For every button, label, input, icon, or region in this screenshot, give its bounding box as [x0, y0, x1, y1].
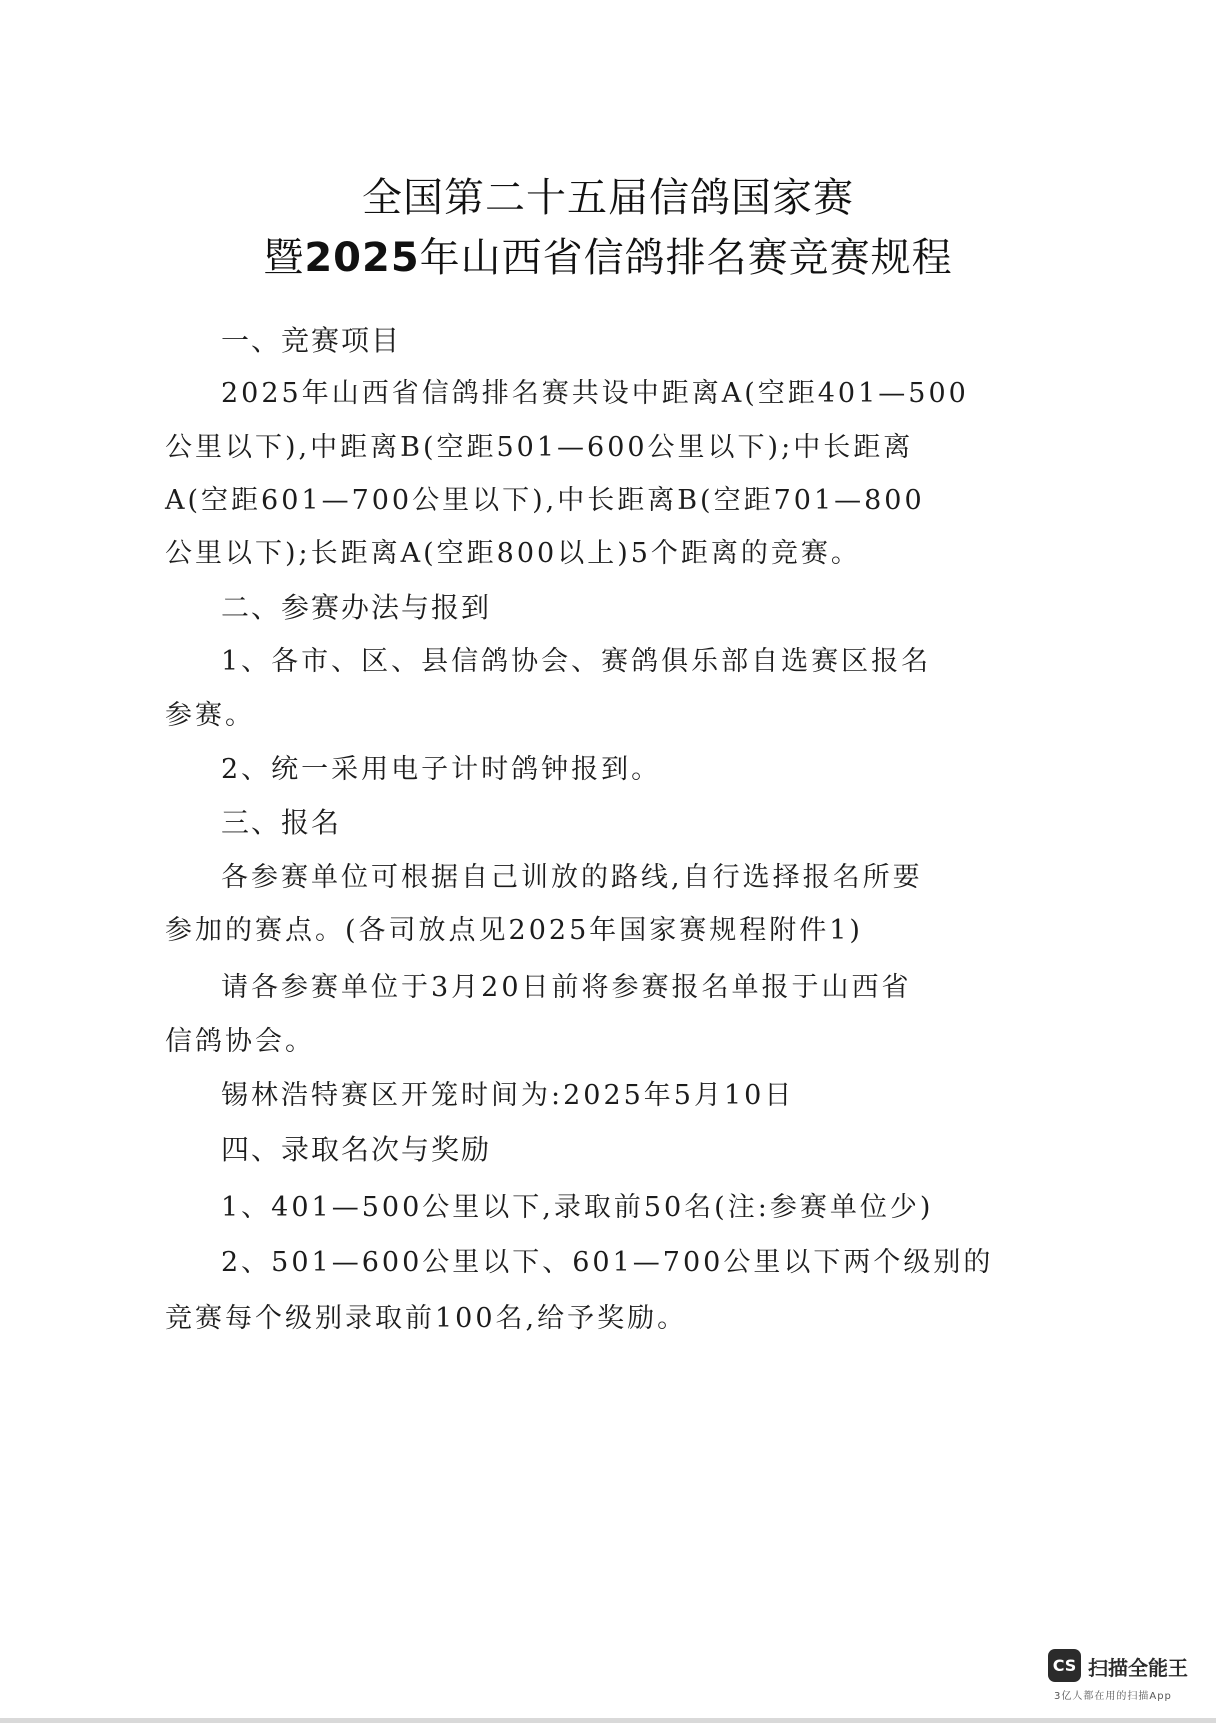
camscanner-logo-icon: CS [1048, 1649, 1081, 1682]
section-1-heading: 一、竞赛项目 [221, 324, 402, 357]
watermark-tagline: 3亿人都在用的扫描App [1054, 1691, 1172, 1702]
watermark-app-name: 扫描全能王 [1088, 1656, 1188, 1680]
scanner-watermark [1048, 1649, 1200, 1702]
document-title-line-1: 全国第二十五届信鸽国家赛 [362, 175, 854, 221]
section-3-para-2-line-1: 请各参赛单位于3月20日前将参赛报名单报于山西省 [221, 972, 912, 1003]
section-3-para-2-line-2: 信鸽协会。 [165, 1026, 315, 1057]
section-3-para-1-line-1: 各参赛单位可根据自己训放的路线,自行选择报名所要 [221, 862, 923, 893]
section-1-line-2: 公里以下),中距离B(空距501—600公里以下);中长距离 [165, 432, 914, 463]
section-3-heading: 三、报名 [221, 806, 342, 839]
title-suffix: 年山西省信鸽排名赛竞赛规程 [419, 235, 953, 281]
page-bottom-edge [0, 1718, 1216, 1723]
title-prefix: 暨 [263, 235, 305, 281]
section-2-item-1-line-2: 参赛。 [165, 700, 255, 731]
section-3-para-1-line-2: 参加的赛点。(各司放点见2025年国家赛规程附件1) [165, 915, 863, 946]
document-title-line-2 [0, 235, 1216, 281]
section-2-heading: 二、参赛办法与报到 [221, 591, 492, 624]
section-4-item-1: 1、401—500公里以下,录取前50名(注:参赛单位少) [221, 1192, 934, 1223]
section-1-line-1: 2025年山西省信鸽排名赛共设中距离A(空距401—500 [221, 378, 969, 409]
section-1-line-3: A(空距601—700公里以下),中长距离B(空距701—800 [165, 485, 925, 516]
section-2-item-1-line-1: 1、各市、区、县信鸽协会、赛鸽俱乐部自选赛区报名 [221, 646, 932, 677]
section-1-line-4: 公里以下);长距离A(空距800以上)5个距离的竞赛。 [165, 538, 861, 569]
section-3-para-3: 锡林浩特赛区开笼时间为:2025年5月10日 [221, 1080, 795, 1111]
section-4-heading: 四、录取名次与奖励 [221, 1133, 492, 1166]
section-2-item-2: 2、统一采用电子计时鸽钟报到。 [221, 754, 662, 785]
section-4-item-2-line-1: 2、501—600公里以下、601—700公里以下两个级别的 [221, 1247, 994, 1278]
section-4-item-2-line-2: 竞赛每个级别录取前100名,给予奖励。 [165, 1303, 688, 1334]
title-year: 2025 [304, 235, 420, 281]
